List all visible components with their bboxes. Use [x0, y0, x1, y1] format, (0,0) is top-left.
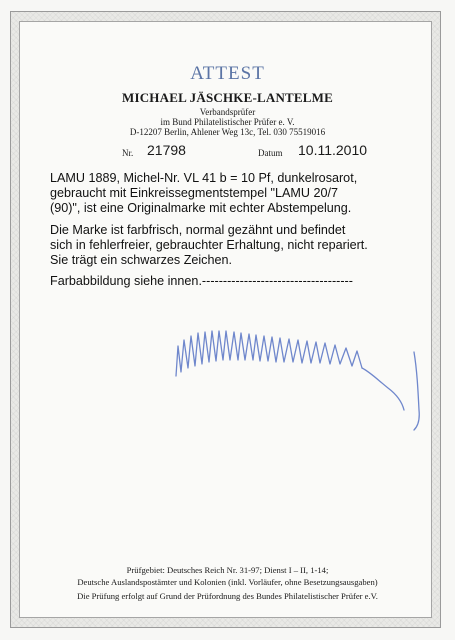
text-line: LAMU 1889, Michel-Nr. VL 41 b = 10 Pf, dunkelrosarot, [50, 171, 358, 185]
text-line: Farbabbildung siehe innen.------------------------------------ [50, 274, 353, 288]
footer-scope-line-1: Prüfgebiet: Deutsches Reich Nr. 31-97; Dienst I – II, 1-14; [126, 565, 329, 575]
date-label: Datum [258, 148, 283, 158]
examiner-role: Verbandsprüfer [199, 107, 256, 117]
text-line: Die Marke ist farbfrisch, normal gezähnt und befindet [50, 223, 346, 237]
text-line: (90)", ist eine Originalmarke mit echter Abstempelung. [50, 201, 352, 216]
examiner-association: im Bund Philatelistischer Prüfer e. V. [160, 117, 295, 127]
examiner-name: MICHAEL JÄSCHKE-LANTELME [121, 90, 334, 105]
footer-regulation-note: Die Prüfung erfolgt auf Grund der Prüfordnung des Bundes Philatelistischer Prüfer e.V. [77, 591, 378, 601]
number-label: Nr. [122, 148, 134, 158]
text-line: sich in fehlerfreier, gebrauchter Erhaltung, nicht repariert. [50, 238, 368, 253]
certificate-date: 10.11.2010 [298, 142, 368, 158]
attest-title: ATTEST [190, 63, 265, 84]
text-line: gebraucht mit Einkreissegmentstempel "LAMU 20/7 [50, 186, 338, 201]
text-line: Sie trägt ein schwarzes Zeichen. [50, 253, 232, 268]
footer-scope-line-2: Deutsche Auslandspostämter und Kolonien (inkl. Vorläufer, ohne Besetzungsausgaben) [77, 577, 378, 587]
examiner-address: D-12207 Berlin, Ahlener Weg 13c, Tel. 030 75519016 [129, 127, 326, 137]
certificate-number: 21798 [147, 142, 186, 158]
